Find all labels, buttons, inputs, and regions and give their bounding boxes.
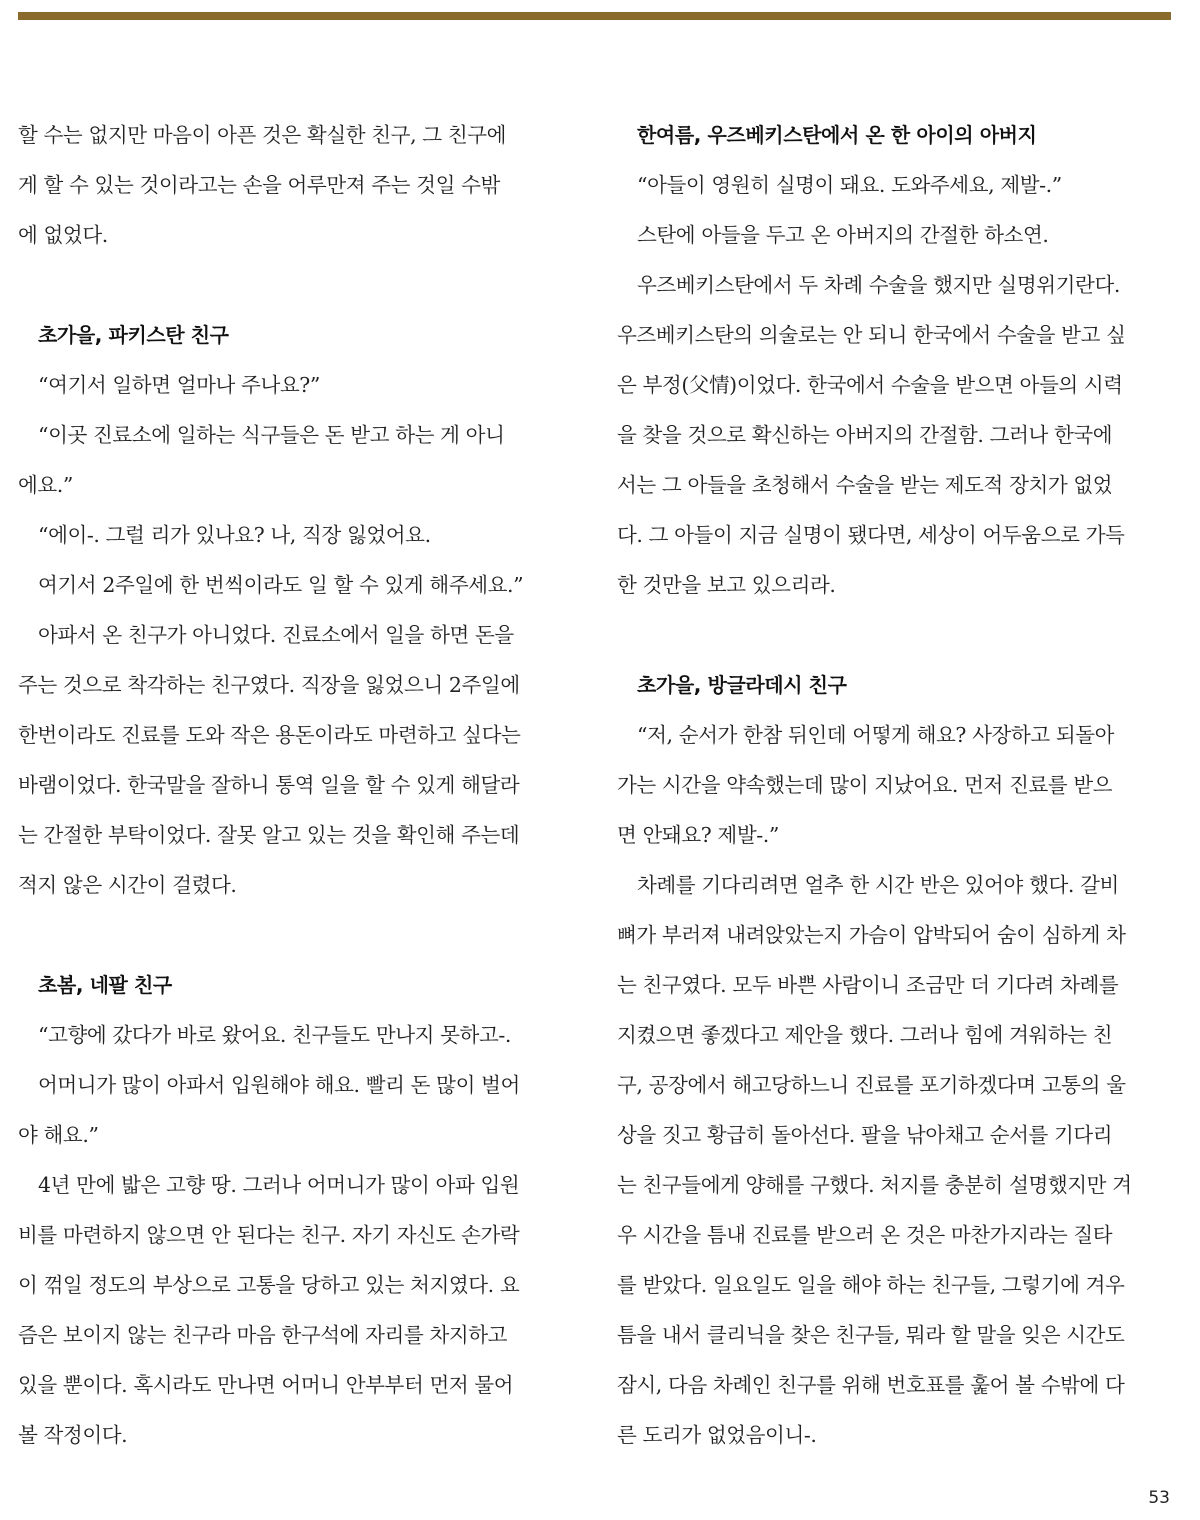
text-line: 있을 뿐이다. 혹시라도 만나면 어머니 안부부터 먼저 물어 — [18, 1373, 514, 1397]
text-line: 다. 그 아들이 지금 실명이 됐다면, 세상이 어두움으로 가득 — [617, 523, 1125, 547]
text-line: 아파서 온 친구가 아니었다. 진료소에서 일을 하면 돈을 — [38, 623, 514, 647]
text-line: 적지 않은 시간이 걸렸다. — [18, 873, 237, 897]
text-line: 할 수는 없지만 마음이 아픈 것은 확실한 친구, 그 친구에 — [18, 123, 507, 147]
text-line: “고향에 갔다가 바로 왔어요. 친구들도 만나지 못하고-. — [38, 1023, 511, 1047]
left-column — [18, 110, 570, 1460]
text-line: 바램이었다. 한국말을 잘하니 통역 일을 할 수 있게 해달라 — [18, 773, 520, 797]
text-line: 른 도리가 없었음이니-. — [617, 1423, 817, 1447]
text-line: “아들이 영원히 실명이 돼요. 도와주세요, 제발-.” — [637, 173, 1062, 197]
spacer — [18, 910, 570, 960]
text-line: 어머니가 많이 아파서 입원해야 해요. 빨리 돈 많이 벌어 — [38, 1073, 520, 1097]
text-line: 가는 시간을 약속했는데 많이 지났어요. 먼저 진료를 받으 — [617, 773, 1113, 797]
text-line: 상을 짓고 황급히 돌아선다. 팔을 낚아채고 순서를 기다리 — [617, 1123, 1113, 1147]
text-line: “에이-. 그럴 리가 있나요? 나, 직장 잃었어요. — [38, 523, 431, 547]
text-line: 한 것만을 보고 있으리라. — [617, 573, 836, 597]
text-line: 차례를 기다리려면 얼추 한 시간 반은 있어야 했다. 갈비 — [637, 873, 1119, 897]
text-line: 야 해요.” — [18, 1123, 99, 1147]
text-line: 주는 것으로 착각하는 친구였다. 직장을 잃었으니 2주일에 — [18, 673, 520, 697]
text-line: 우즈베키스탄의 의술로는 안 되니 한국에서 수술을 받고 싶 — [617, 323, 1126, 347]
text-line: 이 꺾일 정도의 부상으로 고통을 당하고 있는 처지였다. 요 — [18, 1273, 520, 1297]
text-line: 면 안돼요? 제발-.” — [617, 823, 779, 847]
spacer — [18, 260, 570, 310]
section-heading-bangladesh: 초가을, 방글라데시 친구 — [637, 673, 847, 697]
text-line: 4년 만에 밟은 고향 땅. 그러나 어머니가 많이 아파 입원 — [38, 1173, 520, 1197]
section-heading-pakistan: 초가을, 파키스탄 친구 — [38, 323, 229, 347]
text-line: 을 찾을 것으로 확신하는 아버지의 간절함. 그러나 한국에 — [617, 423, 1113, 447]
text-line: 서는 그 아들을 초청해서 수술을 받는 제도적 장치가 없었 — [617, 473, 1113, 497]
top-rule — [18, 12, 1171, 20]
text-line: “여기서 일하면 얼마나 주나요?” — [38, 373, 320, 397]
text-line: 우 시간을 틈내 진료를 받으러 온 것은 마찬가지라는 질타 — [617, 1223, 1113, 1247]
text-line: 한번이라도 진료를 도와 작은 용돈이라도 마련하고 싶다는 — [18, 723, 521, 747]
text-line: 스탄에 아들을 두고 온 아버지의 간절한 하소연. — [637, 223, 1049, 247]
text-line: 는 간절한 부탁이었다. 잘못 알고 있는 것을 확인해 주는데 — [18, 823, 520, 847]
right-column — [617, 110, 1169, 1460]
text-line: “이곳 진료소에 일하는 식구들은 돈 받고 하는 게 아니 — [38, 423, 505, 447]
text-line: “저, 순서가 한참 뒤인데 어떻게 해요? 사장하고 되돌아 — [637, 723, 1115, 747]
text-line: 우즈베키스탄에서 두 차례 수술을 했지만 실명위기란다. — [637, 273, 1120, 297]
spacer — [617, 610, 1169, 660]
text-line: 는 친구였다. 모두 바쁜 사람이니 조금만 더 기다려 차례를 — [617, 973, 1119, 997]
text-line: 틈을 내서 클리닉을 찾은 친구들, 뭐라 할 말을 잊은 시간도 — [617, 1323, 1125, 1347]
text-line: 즘은 보이지 않는 친구라 마음 한구석에 자리를 차지하고 — [18, 1323, 508, 1347]
text-line: 뼈가 부러져 내려앉았는지 가슴이 압박되어 숨이 심하게 차 — [617, 923, 1126, 947]
text-line: 지켰으면 좋겠다고 제안을 했다. 그러나 힘에 겨워하는 친 — [617, 1023, 1113, 1047]
text-line: 잠시, 다음 차례인 친구를 위해 번호표를 훑어 볼 수밖에 다 — [617, 1373, 1125, 1397]
section-heading-uzbekistan: 한여름, 우즈베키스탄에서 온 한 아이의 아버지 — [637, 123, 1037, 147]
text-line: 를 받았다. 일요일도 일을 해야 하는 친구들, 그렇기에 겨우 — [617, 1273, 1125, 1297]
text-line: 비를 마련하지 않으면 안 된다는 친구. 자기 자신도 손가락 — [18, 1223, 520, 1247]
page-number: 53 — [1148, 1488, 1170, 1508]
text-line: 에요.” — [18, 473, 74, 497]
text-line: 여기서 2주일에 한 번씩이라도 일 할 수 있게 해주세요.” — [38, 573, 524, 597]
section-heading-nepal: 초봄, 네팔 친구 — [38, 973, 172, 997]
text-line: 구, 공장에서 해고당하느니 진료를 포기하겠다며 고통의 울 — [617, 1073, 1126, 1097]
text-line: 은 부정(父情)이었다. 한국에서 수술을 받으면 아들의 시력 — [617, 373, 1123, 397]
text-line: 에 없었다. — [18, 223, 108, 247]
text-line: 볼 작정이다. — [18, 1423, 128, 1447]
text-line: 게 할 수 있는 것이라고는 손을 어루만져 주는 것일 수밖 — [18, 173, 500, 197]
text-line: 는 친구들에게 양해를 구했다. 처지를 충분히 설명했지만 겨 — [617, 1173, 1132, 1197]
